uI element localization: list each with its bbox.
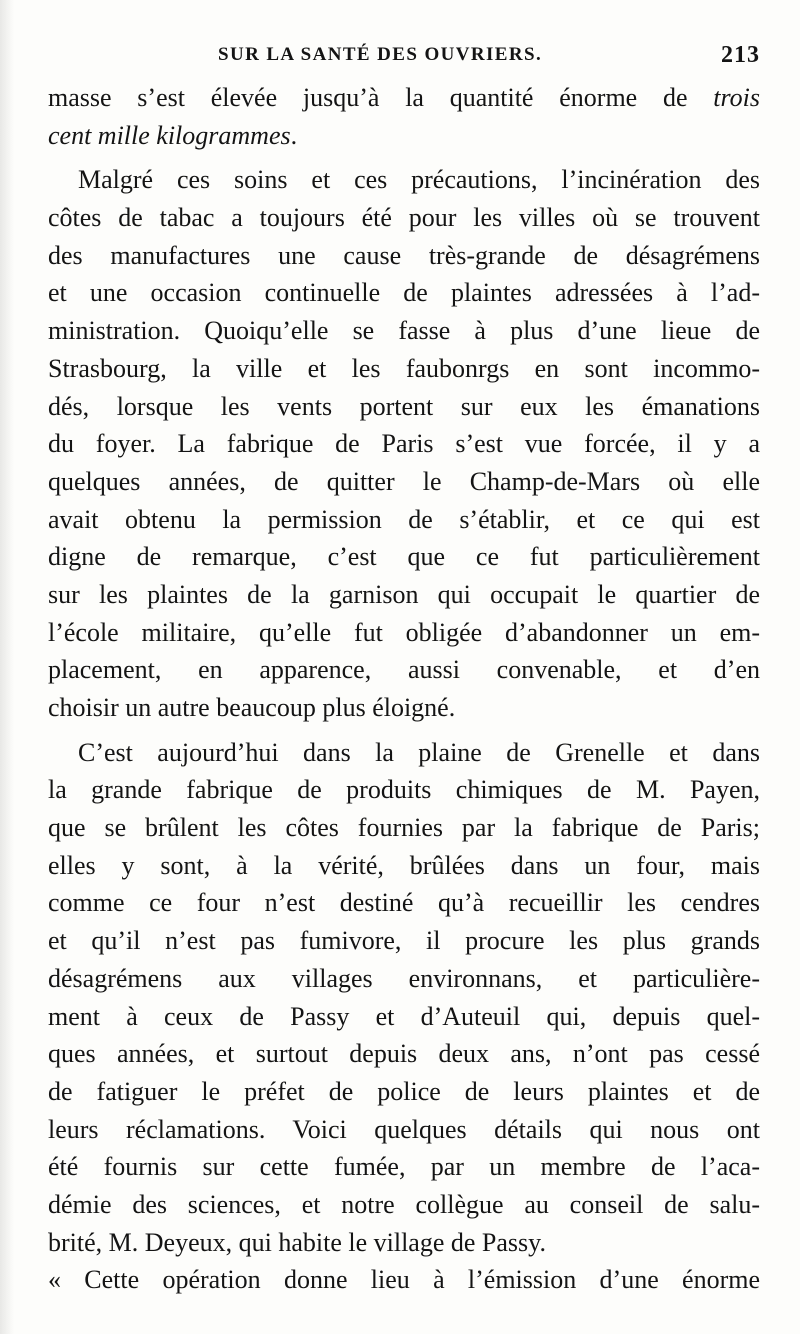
text-line (48, 79, 760, 117)
paragraph-gap (48, 727, 760, 734)
text-line: dés, lorsque les vents portent sur eux les émanations (48, 391, 760, 421)
text-line: « Cette opération donne lieu à l’émission d’une énorme (48, 1265, 760, 1295)
italic-text: cent mille kilogrammes (48, 120, 291, 150)
text-line (48, 117, 760, 155)
text-line: brité, M. Deyeux, qui habite le village de Passy. (48, 1227, 546, 1257)
paragraph (48, 1261, 760, 1299)
text-line: la grande fabrique de produits chimiques de M. Payen, (48, 775, 760, 805)
text-line: elles y sont, à la vérité, brûlées dans un four, mais (48, 850, 760, 880)
text-line: et une occasion continuelle de plaintes adressées à l’ad- (48, 278, 760, 308)
italic-text: trois (713, 83, 760, 112)
running-title: SUR LA SANTÉ DES OUVRIERS. (218, 44, 543, 65)
text-run: . (290, 120, 298, 150)
text-line: quelques années, de quitter le Champ-de-Mars où elle (48, 466, 760, 496)
text-line: comme ce four n’est destiné qu’à recueillir les cendres (48, 888, 760, 918)
text-line: côtes de tabac a toujours été pour les villes où se trouvent (48, 203, 760, 233)
body-text (48, 79, 760, 1299)
text-line: Malgré ces soins et ces précautions, l’incinération des (78, 165, 760, 195)
paragraph (48, 161, 760, 726)
text-line: que se brûlent les côtes fournies par la fabrique de Paris; (48, 813, 760, 843)
text-line: leurs réclamations. Voici quelques détails qui nous ont (48, 1114, 760, 1144)
text-line: sur les plaintes de la garnison qui occupait le quartier de (48, 579, 760, 609)
text-line: C’est aujourd’hui dans la plaine de Grenelle et dans (78, 737, 760, 767)
text-line: des manufactures une cause très-grande de désagrémens (48, 240, 760, 270)
text-line: été fournis sur cette fumée, par un membre de l’aca- (48, 1152, 760, 1182)
text-line: avait obtenu la permission de s’établir, et ce qui est (48, 504, 760, 534)
page-number: 213 (721, 42, 760, 68)
text-line: désagrémens aux villages environnans, et particulière- (48, 963, 760, 993)
text-line: placement, en apparence, aussi convenable, et d’en (48, 655, 760, 685)
page-header (48, 42, 760, 72)
text-line: Strasbourg, la ville et les faubonrgs en sont incommo- (48, 353, 760, 383)
text-line: digne de remarque, c’est que ce fut particulièrement (48, 542, 760, 572)
text-line: du foyer. La fabrique de Paris s’est vue forcée, il y a (48, 429, 760, 459)
paragraph-gap (48, 154, 760, 161)
text-line: de fatiguer le préfet de police de leurs plaintes et de (48, 1076, 760, 1106)
paragraph (48, 734, 760, 1262)
paragraph-continuation (48, 79, 760, 154)
text-run: masse s’est élevée jusqu’à la quantité énorme de (48, 83, 714, 112)
text-line: ministration. Quoiqu’elle se fasse à plus d’une lieue de (48, 316, 760, 346)
text-line: démie des sciences, et notre collègue au conseil de salu- (48, 1189, 760, 1219)
text-line: l’école militaire, qu’elle fut obligée d’abandonner un em- (48, 617, 760, 647)
text-line: ment à ceux de Passy et d’Auteuil qui, depuis quel- (48, 1001, 760, 1031)
text-line: et qu’il n’est pas fumivore, il procure les plus grands (48, 926, 760, 956)
text-line: ques années, et surtout depuis deux ans, n’ont pas cessé (48, 1039, 760, 1069)
text-line: choisir un autre beaucoup plus éloigné. (48, 693, 456, 722)
page-gutter-shadow (0, 0, 14, 1334)
